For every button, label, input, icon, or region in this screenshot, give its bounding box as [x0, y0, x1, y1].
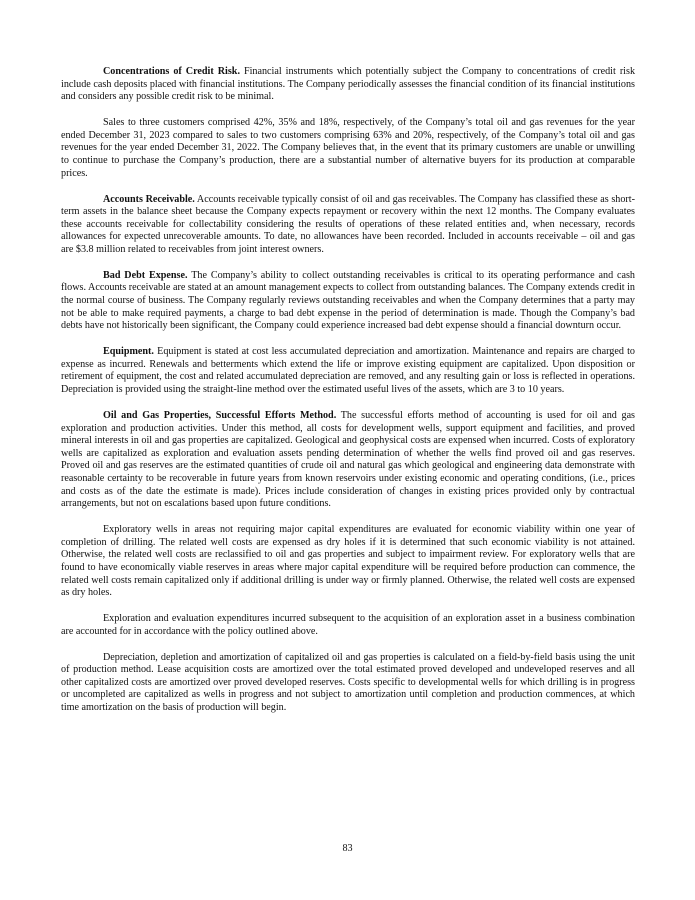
body-credit-risk: Financial instruments which potentially subject the Company to concentrations of credit risk include cash deposits placed with financial institutions. The Company periodically assesses the financial condition of its financial institutions and considers any possible credit risk to be minimal. — [61, 66, 636, 103]
heading-accounts-receivable: Accounts Receivable. — [103, 193, 195, 205]
paragraph-bad-debt-expense — [61, 270, 635, 333]
body-customer-sales: Sales to three customers comprised 42%, 35% and 18%, respectively, of the Company’s total oil and gas revenues for the year ended December 31, 2023 compared to sales to two customers comprising 63% and 20%, respectively, of the Company’s total oil and gas revenues for the year ended December 31, 2022. The Company believes that, in the event that its primary customers are unable or unwilling to continue to purchase the Company’s production, there are a substantial number of alternative buyers for its production at comparable prices. — [61, 117, 635, 179]
heading-bad-debt-expense: Bad Debt Expense. — [103, 269, 188, 281]
paragraph-depreciation-depletion — [61, 652, 635, 715]
heading-credit-risk: Concentrations of Credit Risk. — [103, 66, 240, 77]
paragraph-customer-sales — [61, 117, 635, 180]
body-oil-gas-properties: The successful efforts method of accounting is used for oil and gas exploration and production activities. Under this method, all costs for development wells, support equipment and facilities, and proved mineral interests in oil and gas properties are capitalized. Geological and geophysical costs are expensed when incurred. Costs of exploratory wells are capitalized as exploration and evaluation assets pending determination of whether the wells find proved oil and gas reserves. Proved oil and gas reserves are the estimated quantities of crude oil and natural gas which geological and engineering data demonstrate with reasonable certainty to be recoverable in future years from known reservoirs under existing economic and operating conditions, (i.e., prices and costs as of the date the estimate is made). Prices include consideration of changes in existing prices provided only by contractual arrangements, but not on escalations based upon future conditions. — [61, 410, 636, 510]
paragraph-credit-risk — [61, 66, 635, 104]
body-exploratory-wells: Exploratory wells in areas not requiring major capital expenditures are evaluated for economic viability within one year of completion of drilling. The related well costs are expensed as dry holes if it is determined that such economic viability is not attained. Otherwise, the related well costs are reclassified to oil and gas properties and subject to impairment review. For exploratory wells that are found to have economically viable reserves in areas where major capital expenditure will be required before production can commence, the related well costs remain capitalized only if additional drilling is under way or firmly planned. Otherwise, the related well costs are expensed as dry holes. — [61, 524, 635, 599]
paragraph-equipment — [61, 346, 635, 396]
heading-oil-gas-properties: Oil and Gas Properties, Successful Efforts Method. — [103, 410, 337, 422]
paragraph-exploratory-wells — [61, 524, 635, 600]
body-depreciation-depletion: Depreciation, depletion and amortization of capitalized oil and gas properties is calculated on a field-by-field basis using the unit of production method. Lease acquisition costs are amortized over the total estimated proved developed and undeveloped reserves and all other capitalized costs are amortized over proved developed reserves. Costs specific to developmental wells for which drilling is in progress or uncompleted are capitalized as wells in progress and not subject to amortization until completion and production commences, at which time amortization on the basis of production will begin. — [61, 651, 635, 714]
page-number: 83 — [342, 843, 353, 854]
paragraph-oil-gas-properties — [61, 410, 635, 511]
paragraph-accounts-receivable — [61, 194, 635, 257]
body-accounts-receivable: Accounts receivable typically consist of oil and gas receivables. The Company has classified these as short-term assets in the balance sheet because the Company expects repayment or recovery within the next 12 months. The Company evaluates these accounts receivable for collectability considering the results of operations of these related entities and, when necessary, records allowances for expected unrecoverable amounts. To date, no allowances have been recorded. Included in accounts receivable – oil and gas are $3.8 million related to receivables from joint interest owners. — [61, 193, 635, 255]
body-equipment: Equipment is stated at cost less accumulated depreciation and amortization. Maintenance and repairs are charged to expense as incurred. Renewals and betterments which extend the life or improve existing equipment are capitalized. Upon disposition or retirement of equipment, the cost and related accumulated depreciation are removed, and any resulting gain or loss is reflected in operations. Depreciation is provided using the straight-line method over the estimated useful lives of the assets, which are 3 to 10 years. — [61, 346, 635, 396]
document-body — [61, 66, 635, 728]
body-exploration-expenditures: Exploration and evaluation expenditures incurred subsequent to the acquisition of an exploration asset in a business combination are accounted for in accordance with the policy outlined above. — [61, 613, 635, 637]
paragraph-exploration-expenditures — [61, 613, 635, 638]
body-bad-debt-expense: The Company’s ability to collect outstanding receivables is critical to its operating performance and cash flows. Accounts receivable are stated at an amount management expects to collect from outstanding balances. The Company extends credit in the normal course of business. The Company regularly reviews outstanding receivables and when the Company determines that a party may not be able to make required payments, a charge to bad debt expense in the period of determination is made. Though the Company’s bad debts have not historically been significant, the Company could experience increased bad debt expense should a financial downturn occur. — [61, 269, 635, 332]
heading-equipment: Equipment. — [103, 346, 154, 358]
